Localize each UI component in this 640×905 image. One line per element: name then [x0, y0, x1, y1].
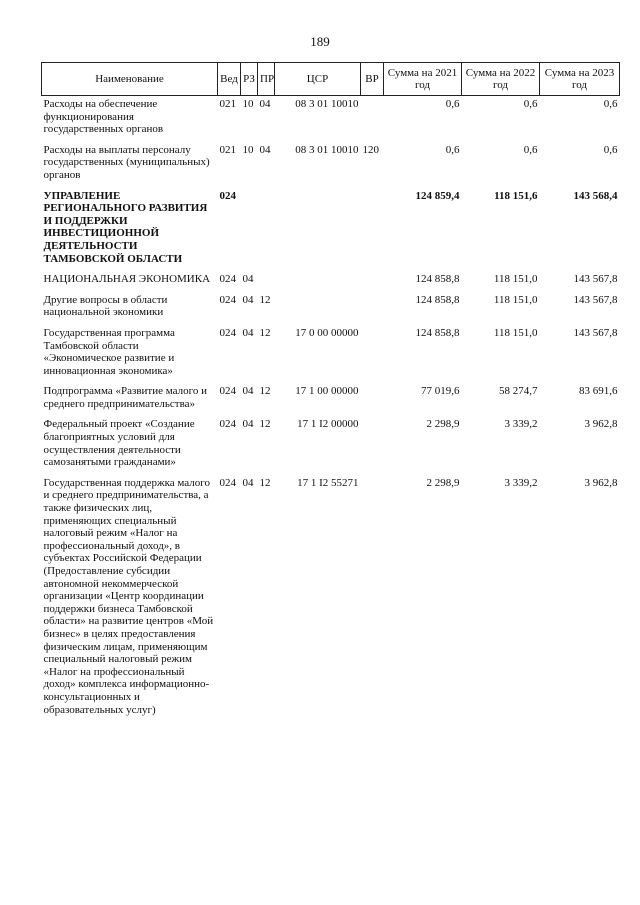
row-sum-2022: 118 151,0 [493, 273, 538, 286]
row-sum-2022: 0,6 [523, 98, 538, 110]
table-header-row [42, 63, 620, 96]
row-sum-2021: 77 019,6 [421, 385, 460, 398]
row-ved: 024 [219, 273, 236, 286]
table-row [42, 321, 620, 379]
table-row [42, 471, 620, 718]
page-number: 189 [310, 34, 330, 49]
row-sum-2021: 124 858,8 [415, 273, 460, 286]
header-sum-2021: Сумма на 2021 год [384, 63, 462, 96]
row-ved: 024 [219, 385, 236, 398]
row-csr: 17 1 I2 55271 [297, 476, 359, 489]
row-pr: 12 [259, 385, 271, 398]
row-ved: 021 [219, 98, 236, 110]
row-sum-2023: 143 568,4 [573, 189, 618, 202]
row-pr: 04 [259, 98, 271, 110]
row-sum-2022: 0,6 [523, 143, 538, 156]
row-name: Расходы на обеспечение функционирования государственных органов [43, 98, 164, 136]
row-pr: 12 [259, 326, 271, 339]
row-ved: 024 [219, 326, 236, 339]
row-name: УПРАВЛЕНИЕ РЕГИОНАЛЬНОГО РАЗВИТИЯ И ПОДДЕРЖКИ ИНВЕСТИЦИОННОЙ ДЕЯТЕЛЬНОСТИ ТАМБОВСКОЙ ОБЛАСТИ [43, 189, 208, 265]
row-ved: 024 [219, 189, 236, 202]
row-vr [361, 184, 384, 268]
row-sum-2022: 118 151,0 [493, 326, 538, 339]
row-sum-2022: 58 274,7 [499, 385, 538, 398]
table-row-department [42, 184, 620, 268]
row-sum-2022: 3 339,2 [504, 418, 538, 431]
row-name: Государственная поддержка малого и среднего предпринимательства, а также физических лиц, применяющих специальный налоговый режим «Налог на профессиональный доход», в субъектах Российской Федерации (Предоставление субсидии автономной некоммерческой организации «Центр координации поддержки бизнеса Тамбовской области» на развитие центров «Мой бизнес» в целях предоставления физическим лицам, применяющим специальный налоговый режим «Налог на профессиональный доход» комплекса информационно-консультационных и образовательных услуг) [43, 476, 214, 716]
row-name: Другие вопросы в области национальной экономики [43, 293, 168, 319]
row-vr [361, 379, 384, 412]
row-csr [275, 267, 361, 288]
header-sum-2022: Сумма на 2022 год [462, 63, 540, 96]
row-csr: 08 3 01 10010 [295, 98, 359, 110]
row-sum-2021: 124 858,8 [415, 293, 460, 306]
row-pr [258, 184, 275, 268]
table-row [42, 288, 620, 321]
header-vr: ВР [361, 63, 384, 96]
row-sum-2021: 2 298,9 [426, 476, 460, 489]
header-ved: Вед [218, 63, 241, 96]
row-sum-2023: 0,6 [603, 143, 618, 156]
table-row [42, 267, 620, 288]
row-rz: 10 [242, 98, 254, 110]
row-rz: 04 [242, 273, 254, 286]
row-pr [258, 267, 275, 288]
header-csr: ЦСР [275, 63, 361, 96]
row-vr [361, 471, 384, 718]
row-name: НАЦИОНАЛЬНАЯ ЭКОНОМИКА [43, 273, 211, 286]
row-sum-2023: 83 691,6 [579, 385, 618, 398]
row-vr [361, 321, 384, 379]
row-pr: 04 [259, 143, 271, 156]
row-pr: 12 [259, 476, 271, 489]
budget-table [41, 62, 620, 718]
row-sum-2023: 143 567,8 [573, 293, 618, 306]
row-pr: 12 [259, 293, 271, 306]
row-rz: 04 [242, 476, 254, 489]
row-sum-2023: 3 962,8 [584, 418, 618, 431]
row-sum-2021: 124 859,4 [415, 189, 460, 202]
row-sum-2023: 143 567,8 [573, 273, 618, 286]
row-name: Федеральный проект «Создание благоприятных условий для осуществления деятельности самозанятыми гражданами» [43, 418, 195, 469]
row-vr [361, 288, 384, 321]
row-sum-2022: 118 151,6 [494, 189, 538, 202]
row-csr [275, 184, 361, 268]
row-csr: 17 1 I2 00000 [297, 418, 359, 431]
row-name: Расходы на выплаты персоналу государственных (муниципальных) органов [43, 143, 210, 181]
row-csr: 17 1 00 00000 [295, 385, 359, 398]
row-name: Подпрограмма «Развитие малого и среднего предпринимательства» [43, 385, 207, 410]
row-sum-2023: 0,6 [603, 98, 618, 110]
row-vr [361, 96, 384, 138]
row-rz: 10 [242, 143, 254, 156]
table-row [42, 96, 620, 138]
row-sum-2023: 143 567,8 [573, 326, 618, 339]
row-ved: 021 [219, 143, 236, 156]
row-sum-2021: 0,6 [445, 143, 460, 156]
row-sum-2021: 0,6 [445, 98, 460, 110]
table-row [42, 138, 620, 184]
row-vr [361, 412, 384, 470]
row-pr: 12 [259, 418, 271, 431]
row-sum-2023: 3 962,8 [584, 476, 618, 489]
row-ved: 024 [219, 418, 236, 431]
header-sum-2023: Сумма на 2023 год [540, 63, 620, 96]
row-sum-2021: 124 858,8 [415, 326, 460, 339]
header-rz: РЗ [241, 63, 258, 96]
header-name: Наименование [42, 63, 218, 96]
row-rz: 04 [242, 385, 254, 398]
row-ved: 024 [219, 476, 236, 489]
row-csr [275, 288, 361, 321]
row-rz: 04 [242, 293, 254, 306]
row-sum-2022: 3 339,2 [504, 476, 538, 489]
row-csr: 08 3 01 10010 [295, 143, 359, 156]
row-name: Государственная программа Тамбовской области «Экономическое развитие и инновационная экономика» [43, 326, 175, 377]
row-sum-2021: 2 298,9 [426, 418, 460, 431]
row-vr: 120 [362, 143, 379, 156]
header-pr: ПР [258, 63, 275, 96]
row-rz [241, 184, 258, 268]
row-csr: 17 0 00 00000 [295, 326, 359, 339]
row-ved: 024 [219, 293, 236, 306]
table-row [42, 412, 620, 470]
table-row [42, 379, 620, 412]
row-vr [361, 267, 384, 288]
row-rz: 04 [242, 326, 254, 339]
row-rz: 04 [242, 418, 254, 431]
row-sum-2022: 118 151,0 [493, 293, 538, 306]
